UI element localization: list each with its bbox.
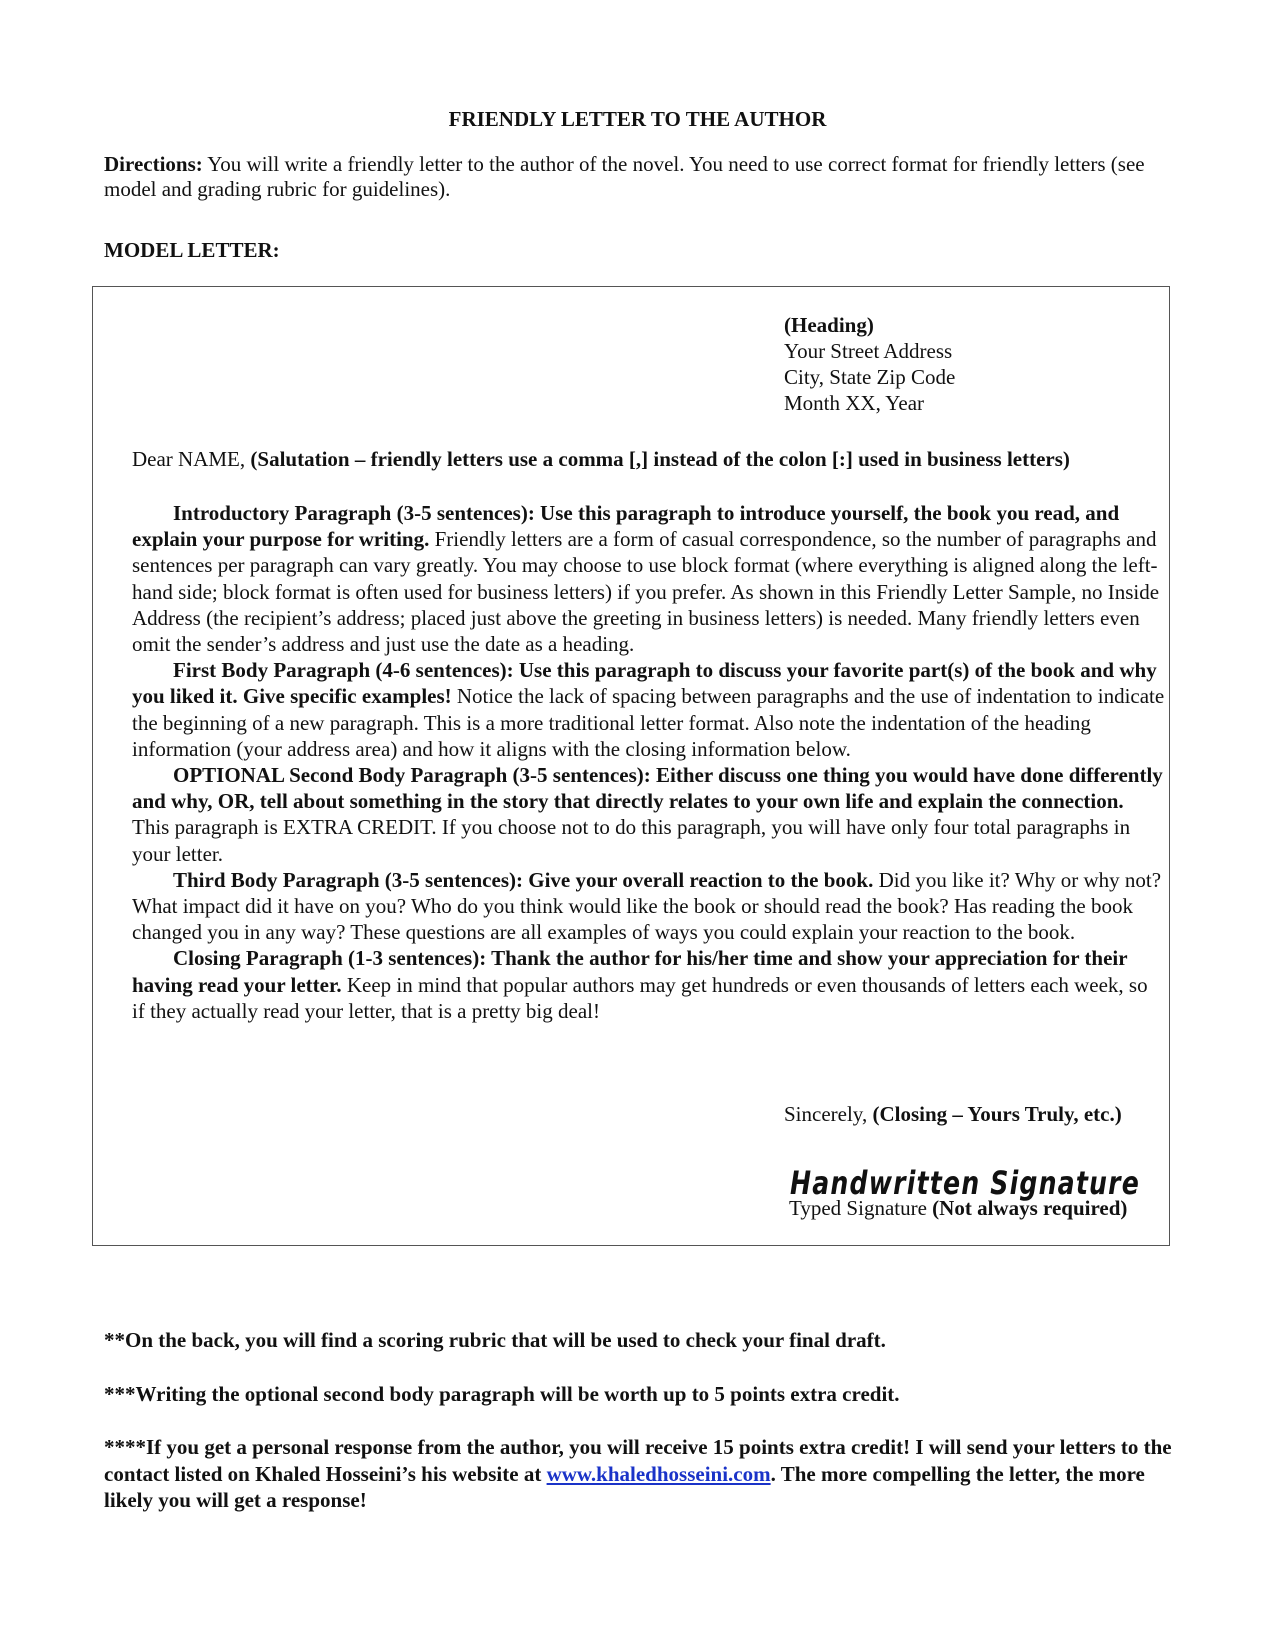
paragraph-closing bbox=[132, 945, 1165, 1024]
closing-text: Sincerely, bbox=[784, 1102, 873, 1126]
heading-street: Your Street Address bbox=[784, 339, 953, 363]
note-extra-credit: ***Writing the optional second body paragraph will be worth up to 5 points extra credit. bbox=[104, 1381, 900, 1406]
salutation-note: (Salutation – friendly letters use a comma [,] instead of the colon [:] used in business letters) bbox=[250, 447, 1070, 471]
paragraph-introductory bbox=[132, 500, 1165, 657]
typed-signature bbox=[789, 1196, 1127, 1221]
paragraph-prefix: OPTIONAL bbox=[173, 763, 290, 788]
notes bbox=[104, 1327, 1184, 1541]
paragraph-text: Notice the lack of spacing between paragraphs and the use of indentation to indicate the beginning of a new paragraph. This is a more traditional letter format. Also note the indentation of the heading information (your address area) and how it aligns with the closing information below. bbox=[132, 684, 1165, 761]
paragraph-bold: Introductory Paragraph (3-5 sentences): Use this paragraph to introduce yourself, the book you read, and explain your purpose for writing. bbox=[132, 501, 1120, 552]
closing-note: (Closing – Yours Truly, etc.) bbox=[872, 1102, 1122, 1126]
salutation bbox=[132, 447, 1167, 472]
typed-signature-note: (Not always required) bbox=[932, 1196, 1128, 1220]
directions-label: Directions: bbox=[104, 152, 203, 176]
typed-signature-text: Typed Signature bbox=[789, 1196, 933, 1220]
paragraph-third-body bbox=[132, 867, 1165, 946]
directions-text: You will write a friendly letter to the author of the novel. You need to use correct format for friendly letters (see model and grading rubric for guidelines). bbox=[104, 152, 1145, 201]
page-title: FRIENDLY LETTER TO THE AUTHOR bbox=[448, 107, 827, 131]
note-response-text: ****If you get a personal response from the author, you will receive 15 points extra credit! I will send your letters to the contact listed on Khaled Hosseini’s his website at bbox=[104, 1435, 1172, 1486]
note-rubric: **On the back, you will find a scoring rubric that will be used to check your final draft. bbox=[104, 1328, 886, 1352]
paragraph-bold: Third Body Paragraph (3-5 sentences): Give your overall reaction to the book. bbox=[173, 867, 874, 892]
paragraph-text: Keep in mind that popular authors may get hundreds or even thousands of letters each week, so if they actually read your letter, that is a pretty big deal! bbox=[132, 972, 1148, 1023]
salutation-text: Dear NAME, bbox=[132, 447, 251, 471]
note-response-text-end: . The more compelling the letter, the more likely you will get a response! bbox=[104, 1461, 1145, 1512]
directions bbox=[104, 152, 1179, 202]
model-letter-label: MODEL LETTER: bbox=[104, 238, 280, 262]
paragraph-text: Did you like it? Why or why not? What impact did it have on you? Who do you think would like the book or should read the book? Has reading the book changed you in any way? These questions are all examples of ways you could explain your reaction to the book. bbox=[132, 867, 1162, 945]
letter-body bbox=[132, 500, 1165, 1024]
letter-heading bbox=[784, 312, 955, 416]
note-author-response bbox=[104, 1434, 1184, 1514]
heading-city: City, State Zip Code bbox=[784, 365, 956, 389]
paragraph-bold: Closing Paragraph (1-3 sentences): Thank the author for his/her time and show your appreciation for their having read your letter. bbox=[132, 946, 1128, 997]
paragraph-optional-second-body bbox=[132, 762, 1165, 867]
website-link[interactable]: www.khaledhosseini.com bbox=[546, 1461, 771, 1486]
heading-label: (Heading) bbox=[784, 313, 874, 337]
signature-lettering: Handwritten Signature bbox=[790, 1164, 1140, 1202]
paragraph-text: This paragraph is EXTRA CREDIT. If you choose not to do this paragraph, you will have only four total paragraphs in your letter. bbox=[132, 815, 1131, 866]
paragraph-bold: Second Body Paragraph (3-5 sentences): Either discuss one thing you would have done differently and why, OR, tell about something in the story that directly relates to your own life and explain the connection. bbox=[132, 763, 1163, 814]
paragraph-bold: First Body Paragraph (4-6 sentences): Use this paragraph to discuss your favorite part(s) of the book and why you liked it. Give specific examples! bbox=[132, 658, 1157, 709]
paragraph-first-body bbox=[132, 657, 1165, 762]
letter-closing bbox=[784, 1102, 1122, 1127]
heading-date: Month XX, Year bbox=[784, 391, 925, 415]
paragraph-text: Friendly letters are a form of casual correspondence, so the number of paragraphs and sentences per paragraph can vary greatly. You may choose to use block format (where everything is aligned along the left-hand side; block format is often used for business letters) if you prefer. As shown in this Friendly Letter Sample, no Inside Address (the recipient’s address; placed just above the greeting in business letters) is needed. Many friendly letters even omit the sender’s address and just use the date as a heading. bbox=[132, 527, 1160, 657]
